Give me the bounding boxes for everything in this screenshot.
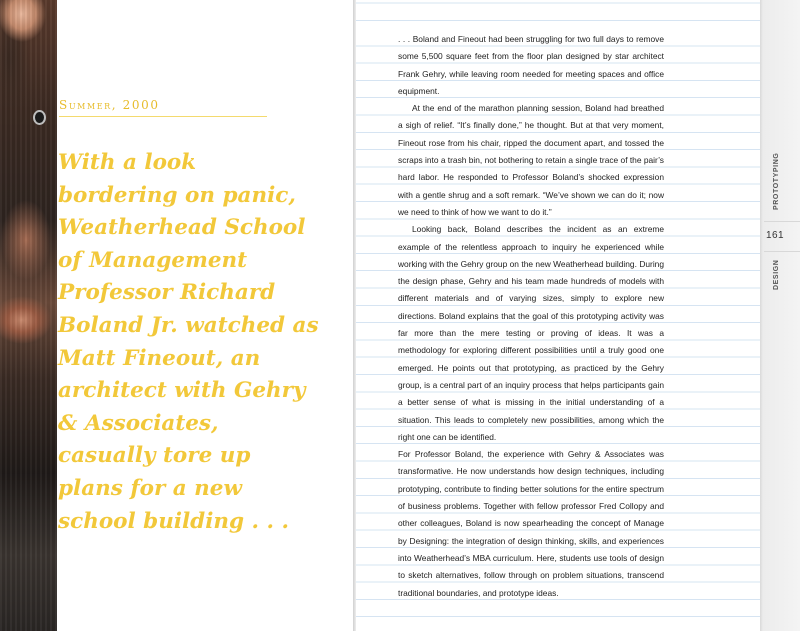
paragraph-4: For Professor Boland, the experience with Gehry & Associates was transformative. He now understands how design techniques, including prototyping, contribute to finding better solutions for the entire spectrum of business problems. Together with fellow professor Fred Collopy and other colleagues, Boland is now spearheading the concept of Manage by Designing: the integration of design thinking, skills, and experiences into Weatherhead’s MBA curriculum. Here, students use tools of design to sketch alternatives, follow through on problem situations, transcend traditional boundaries, and prototype ideas. [398, 449, 664, 598]
margin-tab [760, 0, 800, 631]
paragraph-1: . . . Boland and Fineout had been struggling for two full days to remove some 5,500 square feet from the floor plan designed by star architect Frank Gehry, while leaving room needed for meeting spaces and office equipment. [398, 34, 664, 96]
cover-photo-strip [0, 0, 57, 631]
tab-divider-bottom [764, 251, 800, 252]
tab-divider-top [764, 221, 800, 222]
date-heading: Summer, 2000 [59, 96, 267, 117]
paragraph-2: At the end of the marathon planning session, Boland had breathed a sigh of relief. “It’s finally done,” he thought. But at that very moment, Fineout rose from his chair, ripped the document apart, and tossed the scraps into a trash bin, not bothering to retain a single trace of the pair’s hard labor. He responded to Professor Boland’s shocked expression with a gentle shrug and a soft remark. “We’ve shown we can do it; now we need to think of how we want to do it.” [398, 103, 664, 217]
right-page [356, 0, 760, 631]
lapel-pin [33, 110, 46, 125]
pull-quote: With a look bordering on panic, Weatherhead School of Management Professor Richard Boland Jr. watched as Matt Fineout, an architect with Gehry & Associates, casually tore up plans for a new school building . . . [58, 150, 319, 534]
paragraph-3: Looking back, Boland describes the incident as an extreme example of the relentless approach to inquiry he experienced while working with the Gehry group on the new Weatherhead building. During the design phase, Gehry and his team made hundreds of models with different materials and of varying sizes, simply to explore new directions. Boland explains that the goal of this prototyping activity was far more than the mere testing or proving of ideas. It was a methodology for exploring different possibilities until a truly good one emerged. He points out that prototyping, as practiced by the Gehry group, is a central part of an inquiry process that helps participants gain a better sense of what is missing in the initial understanding of a situation. This leads to completely new possibilities, among which the right one can be identified. [398, 224, 664, 442]
page-number: 161 [766, 230, 784, 241]
body-text [398, 31, 664, 602]
